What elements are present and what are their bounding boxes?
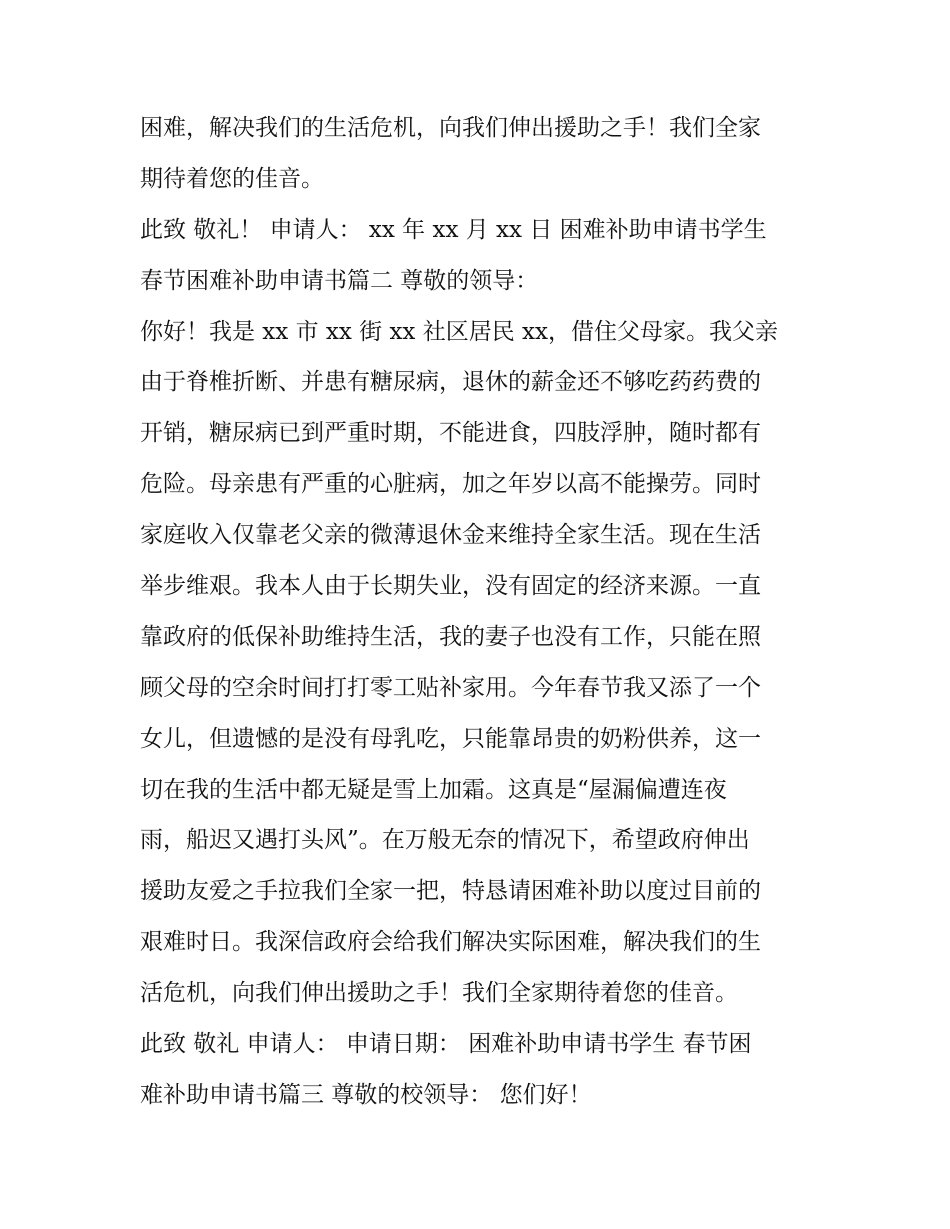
text-line: 活危机，向我们伸出援助之手！我们全家期待着您的佳音。	[140, 980, 738, 1007]
text-line: 困难，解决我们的生活危机，向我们伸出援助之手！我们全家	[140, 115, 761, 141]
text-line: 援助友爱之手拉我们全家一把，特恳请困难补助以度过目前的	[140, 878, 761, 905]
text-line: 艰难时日。我深信政府会给我们解决实际困难，解决我们的生	[140, 929, 761, 956]
text-line: 切在我的生活中都无疑是雪上加霜。这真是“屋漏偏遭连夜	[140, 776, 727, 803]
text-line: 顾父母的空余时间打打零工贴补家用。今年春节我又添了一个	[140, 674, 761, 701]
text-line: 举步维艰。我本人由于长期失业，没有固定的经济来源。一直	[140, 573, 761, 600]
text-line: 开销，糖尿病已到严重时期，不能进食，四肢浮肿，随时都有	[140, 420, 761, 447]
text-line: 期待着您的佳音。	[140, 165, 324, 192]
text-line: 你好！我是 xx 市 xx 街 xx 社区居民 xx，借住父母家。我父亲	[140, 318, 778, 345]
text-line: 危险。母亲患有严重的心脏病，加之年岁以高不能操劳。同时	[140, 471, 761, 498]
text-line: 女儿，但遗憾的是没有母乳吃，只能靠昂贵的奶粉供养，这一	[140, 725, 761, 752]
text-line: 难补助申请书篇三 尊敬的校领导： 您们好！	[140, 1081, 592, 1108]
text-line: 此致 敬礼！ 申请人： xx 年 xx 月 xx 日 困难补助申请书学生	[140, 216, 767, 243]
text-line: 春节困难补助申请书篇二 尊敬的领导：	[140, 267, 539, 294]
text-line: 雨，船迟又遇打头风”。在万般无奈的情况下，希望政府伸出	[140, 827, 750, 854]
text-line: 家庭收入仅靠老父亲的微薄退休金来维持全家生活。现在生活	[140, 522, 761, 549]
text-line: 靠政府的低保补助维持生活，我的妻子也没有工作，只能在照	[140, 623, 761, 650]
text-line: 此致 敬礼 申请人： 申请日期： 困难补助申请书学生 春节困	[140, 1031, 752, 1058]
text-line: 由于脊椎折断、并患有糖尿病，退休的薪金还不够吃药药费的	[140, 369, 761, 396]
document-body	[140, 103, 820, 1121]
